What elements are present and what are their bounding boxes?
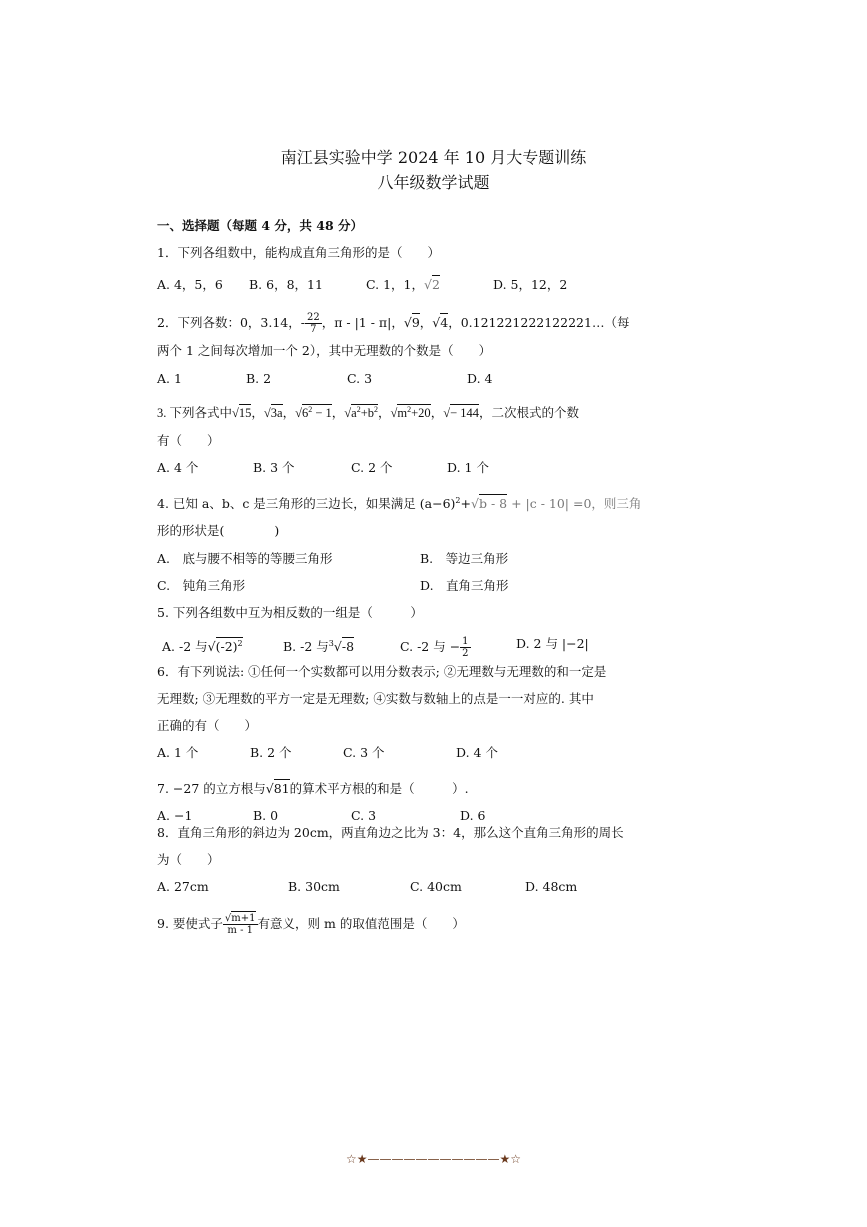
q3-option-a: A. 4 个: [157, 460, 199, 475]
q7-stem: 7. −27 的立方根与√81的算术平方根的和是（ ）.: [157, 781, 469, 796]
q2-option-c: C. 3: [347, 371, 373, 386]
q1-option-d: D. 5，12，2: [493, 277, 568, 292]
q3-stem-line2: 有（ ）: [157, 433, 220, 448]
q3-stem: 3. 下列各式中√15，√3a，$√6^2 - 1$，$√a^2+b^2$，$√m^2+20$，√− 144，二次根式的个数: [157, 405, 580, 421]
q7-option-b: B. 0: [253, 808, 279, 823]
q4-option-c: C. 钝角三角形: [157, 578, 246, 593]
q5-option-d: D. 2 与 |−2|: [516, 636, 589, 651]
exam-title: 南江县实验中学 2024 年 10 月大专题训练: [280, 148, 587, 167]
q7-option-a: A. −1: [157, 808, 193, 823]
q3-option-b: B. 3 个: [253, 460, 295, 475]
q9-stem: 9. 要使式子 $\frac{√m+1}{m - 1}$ 有意义，则 m 的取值范围是（ ）: [157, 913, 465, 936]
q5-option-b: B. -2 与$^3$√-8: [283, 639, 355, 655]
q6-stem-line1: 6．有下列说法: ①任何一个实数都可以用分数表示; ②无理数与无理数的和一定是: [157, 664, 607, 679]
q3-option-d: D. 1 个: [447, 460, 489, 475]
q6-stem-line3: 正确的有（ ）: [157, 718, 258, 733]
q1-option-c: C. 1，1，√2: [366, 277, 440, 292]
q6-option-d: D. 4 个: [456, 745, 498, 760]
q6-option-a: A. 1 个: [157, 745, 199, 760]
section-title: 一、选择题（每题 4 分，共 48 分）: [157, 218, 364, 233]
q5-option-a: A. -2 与$√(-2)^2$: [162, 639, 243, 655]
q4-option-d: D. 直角三角形: [420, 578, 509, 593]
q8-option-d: D. 48cm: [525, 879, 578, 894]
q7-option-c: C. 3: [351, 808, 377, 823]
q5-stem: 5. 下列各组数中互为相反数的一组是（ ）: [157, 605, 423, 620]
q8-stem-line1: 8．直角三角形的斜边为 20cm，两直角边之比为 3：4，那么这个直角三角形的周长: [157, 825, 624, 840]
exam-subtitle: 八年级数学试题: [377, 173, 490, 192]
q8-option-b: B. 30cm: [288, 879, 340, 894]
q4-option-b: B. 等边三角形: [420, 551, 509, 566]
q8-option-c: C. 40cm: [410, 879, 462, 894]
q6-stem-line2: 无理数; ③无理数的平方一定是无理数; ④实数与数轴上的点是一一对应的. 其中: [157, 691, 594, 706]
q6-option-c: C. 3 个: [343, 745, 385, 760]
q4-stem-line2: 形的形状是( ): [157, 523, 280, 538]
q6-option-b: B. 2 个: [250, 745, 292, 760]
q4-stem: 4. 已知 a、b、c 是三角形的三边长，如果满足 $(a-6)^2+√b - 8 + |c - 10| =0$，则三角: [157, 496, 642, 512]
q8-stem-line2: 为（ ）: [157, 852, 220, 867]
q2-stem: 2．下列各数：0，3.14，- $\frac{22}{7}$ ，π - |1 - π|，√9，√4，0.121221222122221…（每: [157, 312, 630, 335]
q3-option-c: C. 2 个: [351, 460, 393, 475]
page-footer-ornament: ☆★———————————★☆: [345, 1152, 522, 1166]
q7-option-d: D. 6: [460, 808, 486, 823]
q1-stem: 1．下列各组数中，能构成直角三角形的是（ ）: [157, 245, 440, 260]
q4-option-a: A. 底与腰不相等的等腰三角形: [157, 551, 333, 566]
q2-option-d: D. 4: [467, 371, 493, 386]
q2-option-a: A. 1: [157, 371, 182, 386]
q5-option-c: C. -2 与 − $\frac{1}{2}$: [400, 636, 469, 659]
q2-option-b: B. 2: [246, 371, 272, 386]
q1-option-a: A. 4，5，6: [157, 277, 223, 292]
q2-stem-line2: 两个 1 之间每次增加一个 2），其中无理数的个数是（ ）: [157, 343, 492, 358]
q8-option-a: A. 27cm: [157, 879, 209, 894]
q1-option-b: B. 6，8，11: [249, 277, 323, 292]
